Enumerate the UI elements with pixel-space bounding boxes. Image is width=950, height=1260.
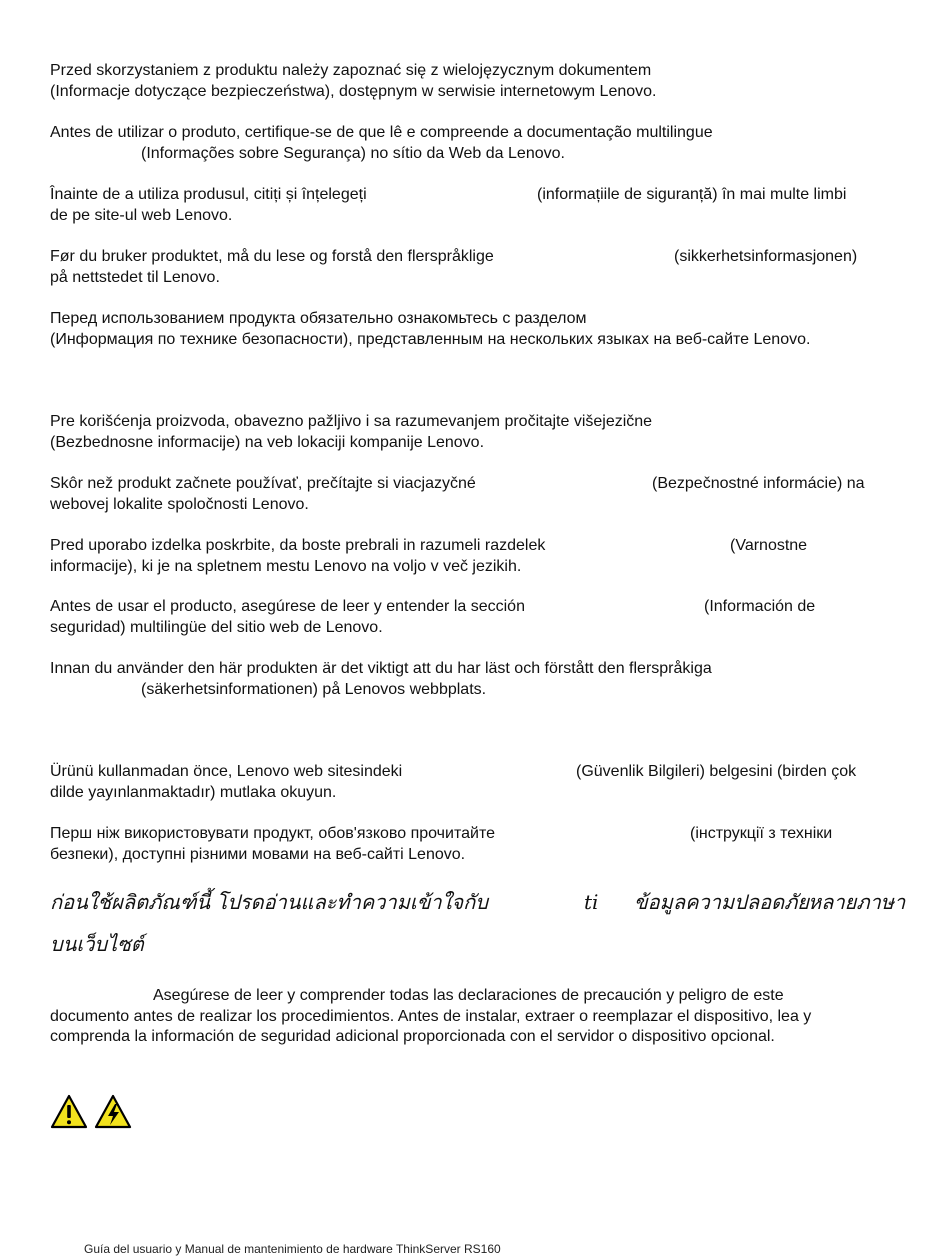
norwegian-line-2: på nettstedet til Lenovo. bbox=[50, 268, 220, 286]
paragraph-ukrainian bbox=[50, 824, 900, 865]
thai-line-1a: ก่อนใช้ผลิตภัณฑ์นี้ โปรดอ่านและทำความเข้าใจกับ bbox=[50, 890, 488, 914]
safety-note-line-3: comprenda la información de seguridad adicional proporcionada con el servidor o dispositivo opcional. bbox=[50, 1028, 775, 1046]
paragraph-portuguese bbox=[50, 123, 900, 164]
polish-line-2: (Informacje dotyczące bezpieczeństwa), dostępnym w serwisie internetowym Lenovo. bbox=[50, 82, 657, 100]
paragraph-norwegian bbox=[50, 247, 900, 288]
paragraph-safety-note bbox=[50, 986, 900, 1048]
ukrainian-line-2: безпеки), доступні різними мовами на веб-сайті Lenovo. bbox=[50, 845, 466, 863]
paragraph-spanish bbox=[50, 597, 900, 638]
warning-icons bbox=[50, 1094, 132, 1129]
norwegian-line-1a: Før du bruker produktet, må du lese og forstå den flerspråklige bbox=[50, 248, 494, 265]
turkish-line-1-row bbox=[50, 762, 900, 783]
swedish-line-1: Innan du använder den här produkten är det viktigt att du har läst och förstått den flerspråkiga bbox=[50, 660, 712, 677]
norwegian-line-1b: (sikkerhetsinformasjonen) bbox=[674, 248, 858, 265]
thai-line-2: บนเว็บไซต์ bbox=[50, 932, 144, 956]
norwegian-line-1-row bbox=[50, 247, 900, 268]
spanish-line-1-row bbox=[50, 597, 900, 618]
thai-line-1-row bbox=[50, 881, 910, 923]
electrical-hazard-icon bbox=[94, 1094, 132, 1129]
page-footer: Guía del usuario y Manual de mantenimiento de hardware ThinkServer RS160 bbox=[84, 1242, 501, 1256]
romanian-line-2: de pe site-ul web Lenovo. bbox=[50, 206, 233, 224]
turkish-line-1b: (Güvenlik Bilgileri) belgesini (birden çok bbox=[576, 763, 857, 780]
turkish-line-2: dilde yayınlanmaktadır) mutlaka okuyun. bbox=[50, 783, 337, 801]
safety-note-line-1-row bbox=[50, 986, 900, 1007]
thai-line-1c: ข้อมูลความปลอดภัย bbox=[634, 890, 809, 914]
serbian-line-1: Pre korišćenja proizvoda, obavezno pažljivo i sa razumevanjem pročitajte višejezične bbox=[50, 413, 653, 430]
portuguese-line-2: (Informações sobre Segurança) no sítio da Web da Lenovo. bbox=[141, 144, 565, 162]
ukrainian-line-1b: (інструкції з техніки bbox=[690, 825, 833, 842]
slovak-line-1a: Skôr než produkt začnete používať, prečítajte si viacjazyčné bbox=[50, 475, 476, 492]
paragraph-romanian bbox=[50, 185, 900, 226]
spanish-line-1a: Antes de usar el producto, asegúrese de leer y entender la sección bbox=[50, 598, 525, 615]
turkish-line-1a: Ürünü kullanmadan önce, Lenovo web sitesindeki bbox=[50, 763, 403, 780]
caution-triangle-icon bbox=[50, 1094, 88, 1129]
paragraph-swedish bbox=[50, 659, 900, 700]
paragraph-slovenian bbox=[50, 536, 900, 577]
portuguese-line-1: Antes de utilizar o produto, certifique-se de que lê e compreende a documentação multilingue bbox=[50, 124, 713, 141]
portuguese-line-2-row bbox=[50, 144, 900, 165]
slovenian-line-1b: (Varnostne bbox=[730, 537, 808, 554]
safety-note-line-1: Asegúrese de leer y comprender todas las declaraciones de precaución y peligro de este bbox=[153, 987, 784, 1004]
slovak-line-1b: (Bezpečnostné informácie) na bbox=[652, 475, 865, 492]
russian-line-2: (Информация по технике безопасности), представленным на нескольких языках на веб-сайте Lenovo. bbox=[50, 330, 811, 348]
slovak-line-2: webovej lokalite spoločnosti Lenovo. bbox=[50, 495, 309, 513]
spanish-line-1b: (Información de bbox=[704, 598, 816, 615]
polish-line-1: Przed skorzystaniem z produktu należy zapoznać się z wielojęzycznym dokumentem bbox=[50, 62, 652, 79]
russian-line-1: Перед использованием продукта обязательно ознакомьтесь с разделом bbox=[50, 310, 587, 327]
paragraph-russian bbox=[50, 309, 900, 350]
safety-note-line-2: documento antes de realizar los procedimientos. Antes de instalar, extraer o reemplazar el dispositivo, lea y bbox=[50, 1007, 812, 1025]
romanian-line-1a: Înainte de a utiliza produsul, citiți și înțelegeți bbox=[50, 186, 367, 203]
slovak-line-1-row bbox=[50, 474, 900, 495]
serbian-line-2: (Bezbednosne informacije) na veb lokaciji kompanije Lenovo. bbox=[50, 433, 485, 451]
paragraph-serbian bbox=[50, 412, 900, 453]
ukrainian-line-1a: Перш ніж використовувати продукт, обов'язково прочитайте bbox=[50, 825, 495, 842]
swedish-line-2-row bbox=[50, 680, 900, 701]
romanian-line-1-row bbox=[50, 185, 900, 206]
paragraph-polish bbox=[50, 61, 900, 102]
slovenian-line-1a: Pred uporabo izdelka poskrbite, da boste prebrali in razumeli razdelek bbox=[50, 537, 546, 554]
romanian-line-1b: (informațiile de siguranță) în mai multe limbi bbox=[537, 186, 847, 203]
spanish-line-2: seguridad) multilingüe del sitio web de Lenovo. bbox=[50, 618, 383, 636]
thai-line-1b: ti bbox=[584, 890, 599, 914]
paragraph-slovak bbox=[50, 474, 900, 515]
paragraph-turkish bbox=[50, 762, 900, 803]
slovenian-line-2: informacije), ki je na spletnem mestu Lenovo na voljo v več jezikih. bbox=[50, 557, 522, 575]
swedish-line-2: (säkerhetsinformationen) på Lenovos webbplats. bbox=[141, 680, 487, 698]
ukrainian-line-1-row bbox=[50, 824, 900, 845]
slovenian-line-1-row bbox=[50, 536, 900, 557]
paragraph-thai bbox=[50, 881, 910, 965]
thai-line-1d: หลายภาษา bbox=[808, 890, 906, 914]
